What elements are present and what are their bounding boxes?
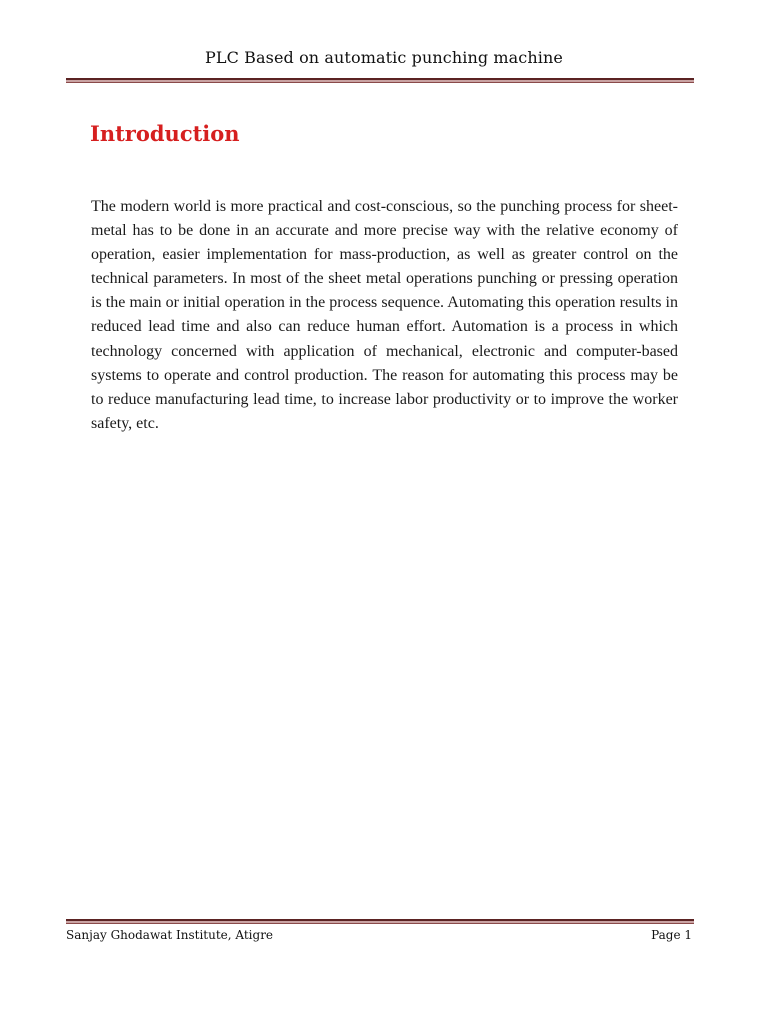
footer-institute: Sanjay Ghodawat Institute, Atigre	[66, 928, 274, 942]
page-header-title: PLC Based on automatic punching machine	[205, 48, 563, 67]
page-number: Page 1	[651, 928, 692, 942]
header-rule	[66, 78, 694, 83]
intro-paragraph: The modern world is more practical and cost-conscious, so the punching process for sheet-metal has to be done in an accurate and more precise way with the relative economy of operation, easier implementation for mass-production, as well as greater control on the technical parameters. In most of the sheet metal operations punching or pressing operation is the main or initial operation in the process sequence. Automating this operation results in reduced lead time and also can reduce human effort. Automation is a process in which technology concerned with application of mechanical, electronic and computer-based systems to operate and control production. The reason for automating this process may be to reduce manufacturing lead time, to increase labor productivity or to improve the worker safety, etc.	[91, 198, 678, 432]
section-heading: Introduction	[90, 121, 240, 146]
footer-rule	[66, 919, 694, 924]
